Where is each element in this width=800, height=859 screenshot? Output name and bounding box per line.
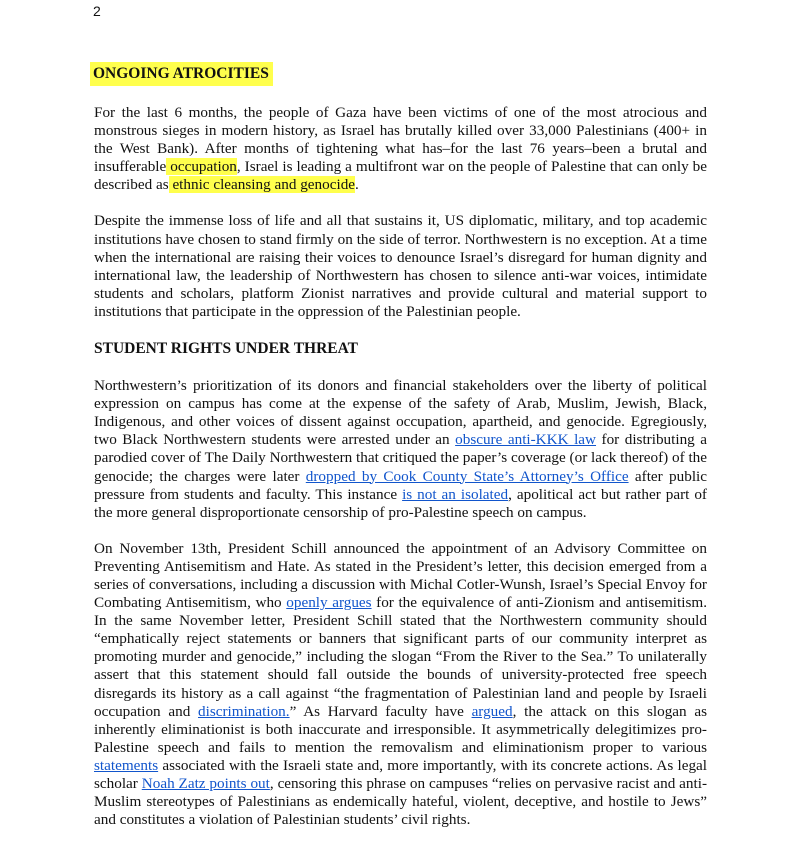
link-not-isolated[interactable]: is not an isolated bbox=[402, 485, 509, 503]
paragraph-text: On November 13th, President Schill announced the appointment of an Advisory Committee on Preventing Antisemitism and Hate. As stated in the President’s letter, this decision emerged from a series of conversations, including a discussion with Michal Cotler-Wunsh, Israel’s Special Envoy for Combating Antisemitism, who bbox=[94, 539, 707, 612]
document-body bbox=[94, 62, 707, 829]
paragraph-text: Northwestern’s prioritization of its donors and financial stakeholders over the liberty of political expression on campus has come at the expense of the safety of Arab, Muslim, Jewish, Black, Indigenous, and other voices of dissent against occupation, apartheid, and genocide. Egregiously, two Black Northwestern students were arrested under an bbox=[94, 377, 707, 449]
page-number: 2 bbox=[93, 3, 101, 19]
paragraph-text: associated with the Israeli state and, more importantly, with its concrete actions. As legal scholar bbox=[94, 756, 707, 792]
paragraph-advisory-committee bbox=[94, 540, 707, 830]
paragraph-gaza-siege bbox=[94, 104, 707, 194]
link-noah-zatz[interactable]: Noah Zatz points out bbox=[141, 775, 270, 792]
section-heading-ongoing-atrocities: ONGOING ATROCITIES bbox=[90, 62, 273, 86]
paragraph-text: ” As Harvard faculty have bbox=[289, 702, 472, 720]
link-argued[interactable]: argued bbox=[471, 702, 513, 720]
paragraph-institutions: Despite the immense loss of life and all that sustains it, US diplomatic, military, and top academic institutions have chosen to stand firmly on the side of terror. Northwestern is no exception. At a time when the international are raising their voices to denounce Israel’s disregard for human dignity and international law, the leadership of Northwestern has chosen to silence anti-war voices, intimidate students and scholars, platform Zionist narratives and provide cultural and material support to institutions that participate in the oppression of the Palestinian people. bbox=[94, 212, 707, 320]
paragraph-text: for the equivalence of anti-Zionism and antisemitism. In the same November letter, President Schill stated that the Northwestern community should “emphatically reject statements or banners that significant parts of our community interpret as promoting murder and genocide,” including the slogan “From the River to the Sea.” To unilaterally assert that this statement should fall outside the bounds of university-protected free speech disregards its history as a call against “the fragmentation of Palestinian land and people by Israeli occupation and bbox=[94, 594, 707, 720]
paragraph-text: , apolitical act but rather part of the more general disproportionate censorship of pro-Palestine speech on campus. bbox=[94, 485, 707, 521]
link-statements[interactable]: statements bbox=[94, 756, 159, 774]
paragraph-text: for distributing a parodied cover of The Daily Northwestern that critiqued the paper’s coverage (or lack thereof) of the genocide; the charges were later bbox=[94, 431, 708, 485]
link-dropped-charges[interactable]: dropped by Cook County State’s Attorney’s Office bbox=[305, 467, 629, 485]
link-discrimination[interactable]: discrimination. bbox=[198, 702, 290, 720]
paragraph-text: , the attack on this slogan as inherently eliminationist is both inaccurate and irresponsible. It asymmetrically delegitimizes pro-Palestine speech and fails to mention the removalism and eliminationism proper to various bbox=[94, 702, 707, 756]
section-heading-student-rights: STUDENT RIGHTS UNDER THREAT bbox=[94, 340, 358, 358]
highlighted-text: ethnic cleansing and genocide bbox=[168, 176, 356, 194]
paragraph-text: . bbox=[355, 176, 359, 194]
paragraph-text: , Israel is leading a multifront war on the people of Palestine that can only be described as bbox=[94, 158, 707, 194]
highlighted-text: occupation bbox=[166, 158, 237, 176]
paragraph-text: , censoring this phrase on campuses “relies on pervasive racist and anti-Muslim stereotypes of Palestinians as endemically hateful, violent, deceptive, and hostile to Jews” and constitutes a violation of Palestinian students’ civil rights. bbox=[94, 775, 708, 829]
paragraph-student-rights bbox=[94, 377, 707, 522]
link-openly-argues[interactable]: openly argues bbox=[286, 594, 372, 612]
link-anti-kkk-law[interactable]: obscure anti-KKK law bbox=[455, 431, 597, 449]
paragraph-text: For the last 6 months, the people of Gaza have been victims of one of the most atrocious and monstrous sieges in modern history, as Israel has brutally killed over 33,000 Palestinians (400+ in the West Bank). After months of tightening what has–for the last 76 years–been a brutal and insufferable bbox=[94, 104, 707, 176]
paragraph-text: after public pressure from students and faculty. This instance bbox=[94, 467, 707, 503]
